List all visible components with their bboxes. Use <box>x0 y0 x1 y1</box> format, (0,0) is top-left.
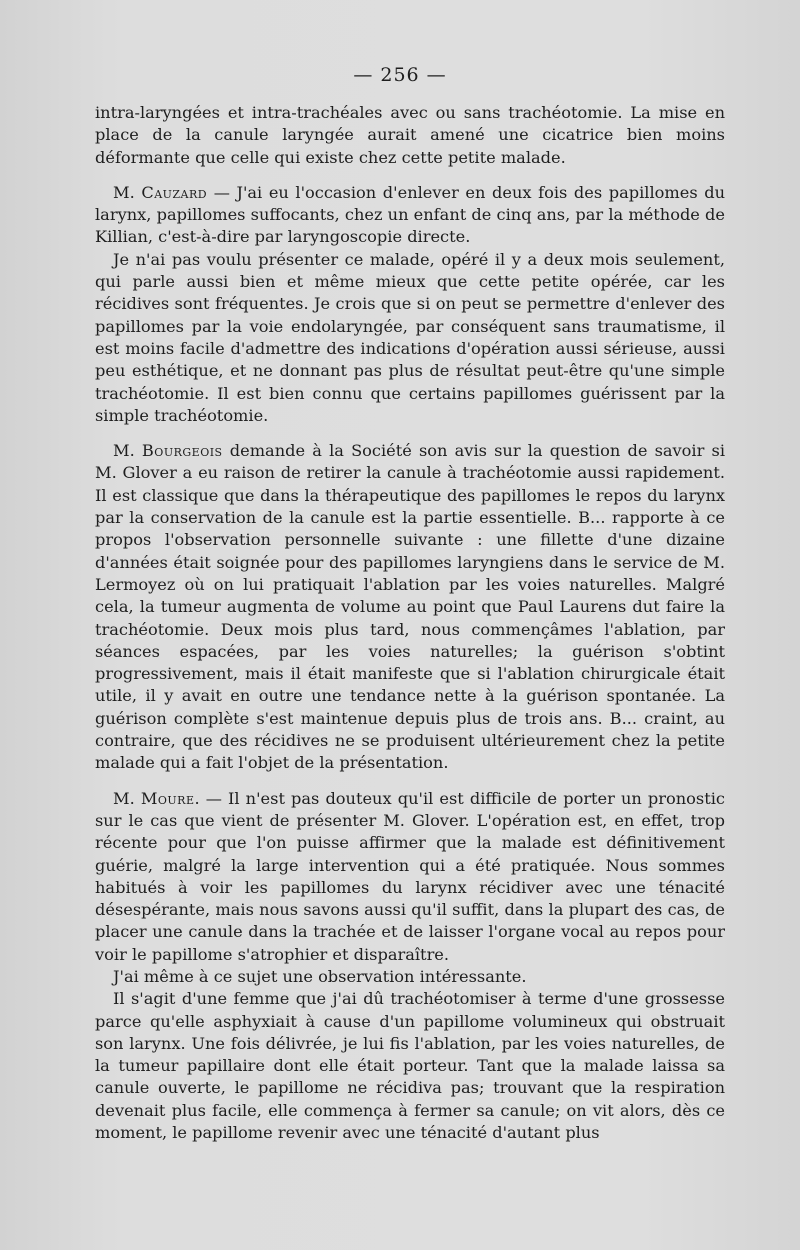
speaker-prefix: M. <box>113 182 142 202</box>
paragraph-text: — J'ai eu l'occasion d'enlever en deux fois des papillomes du larynx, papillomes suffocants, chez un enfant de cinq ans, par la méthode de Killian, c'est-à-dire par laryngoscopie directe. <box>95 182 725 247</box>
paragraph-moure <box>95 788 725 966</box>
paragraph: Je n'ai pas voulu présenter ce malade, opéré il y a deux mois seulement, qui parle aussi bien et même mieux que cette petite opérée, car les récidives sont fréquentes. Je crois que si on peut se permettre d'enlever des papillomes par la voie endolaryngée, par conséquent sans traumatisme, il est moins facile d'admettre des indications d'opération aussi sérieuse, aussi peu esthétique, et ne donnant pas plus de résultat peut-être qu'une simple trachéotomie. Il est bien connu que certains papillomes guérissent par la simple trachéotomie. <box>95 249 725 425</box>
paragraph-text: demande à la Société son avis sur la question de savoir si M. Glover a eu raison de retirer la canule à trachéotomie aussi rapidement. Il est classique que dans la thérapeutique des papillomes le repos du larynx par la conservation de la canule est la partie essentielle. B... rapporte à ce propos l'observation personnelle suivante : une fillette d'une dizaine d'années était soignée pour des papillomes laryngiens dans le service de M. Lermoyez où on lui pratiquait l'ablation par les voies naturelles. Malgré cela, la tumeur augmenta de volume au point que Paul Laurens dut faire la trachéotomie. Deux mois plus tard, nous commençâmes l'ablation, par séances espacées, par les voies naturelles; la guérison s'obtint progressivement, mais il était manifeste que si l'ablation chirurgicale était utile, il y avait en outre une tendance nette à la guérison spontanée. La guérison complète s'est maintenue depuis plus de trois ans. B... craint, au contraire, que des récidives ne se produisent ultérieurement chez la petite malade qui a fait l'objet de la présentation. <box>95 441 725 773</box>
paragraph-continuation: intra-laryngées et intra-trachéales avec ou sans trachéotomie. La mise en place de la canule laryngée aurait amené une cicatrice bien moins déformante que celle qui existe chez cette petite malade. <box>95 103 725 167</box>
paragraph-text: . — Il n'est pas douteux qu'il est difficile de porter un pronostic sur le cas que vient de présenter M. Glover. L'opération est, en effet, trop récente pour que l'on puisse affirmer que la malade est définitivement guérie, malgré la large intervention qui a été pratiquée. Nous sommes habitués à voir les papillomes du larynx récidiver avec une ténacité désespérante, mais nous savons aussi qu'il suffit, dans la plupart des cas, de placer une canule dans la trachée et de laisser l'organe vocal au repos pour voir le papillome s'atrophier et disparaître. <box>95 788 725 964</box>
page-number: — 256 — <box>353 64 447 86</box>
paragraph: Il s'agit d'une femme que j'ai dû trachéotomiser à terme d'une grossesse parce qu'elle asphyxiait à cause d'un papillome volumineux qui obstruait son larynx. Une fois délivrée, je lui fis l'ablation, par les voies naturelles, de la tumeur papillaire dont elle était porteur. Tant que la malade laissa sa canule ouverte, le papillome ne récidiva pas; trouvant que la respiration devenait plus facile, elle commença à fermer sa canule; on vit alors, dès ce moment, le papillome revenir avec une ténacité d'autant plus <box>95 989 725 1143</box>
speaker-bourgeois: Bourgeois <box>141 441 223 461</box>
paragraph: J'ai même à ce sujet une observation intéressante. <box>113 966 527 986</box>
speaker-moure: Moure <box>140 788 195 808</box>
paragraph-cauzard <box>95 182 725 249</box>
speaker-prefix: M. <box>113 441 142 461</box>
speaker-prefix: M. <box>113 788 141 808</box>
speaker-cauzard: Cauzard <box>141 182 208 202</box>
paragraph-bourgeois <box>95 440 725 774</box>
body-text <box>95 102 725 1144</box>
